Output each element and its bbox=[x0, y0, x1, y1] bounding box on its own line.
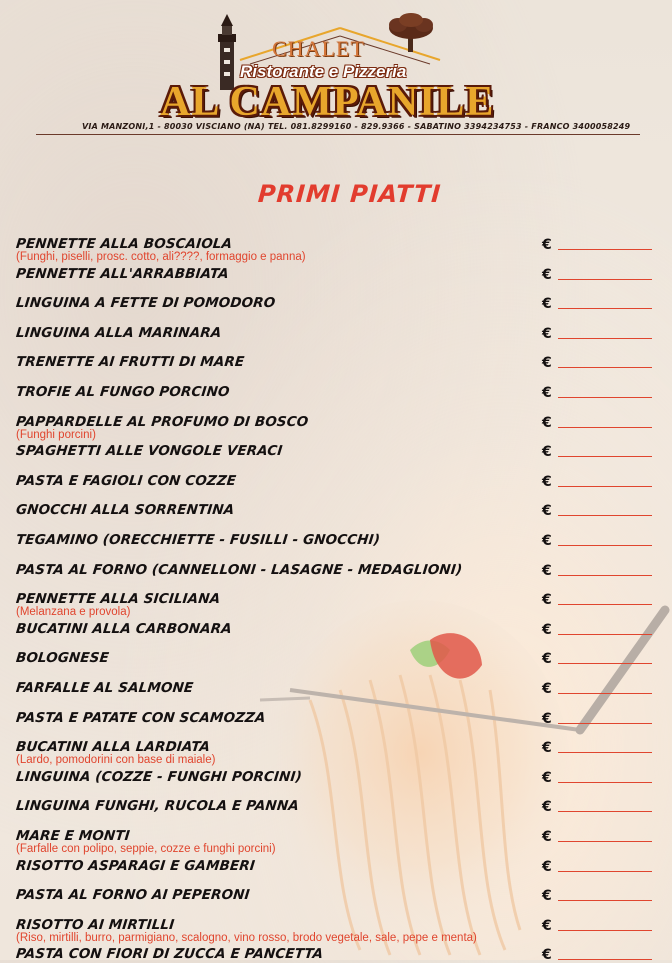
price-blank-line bbox=[558, 545, 652, 546]
dish-name: RISOTTO ASPARAGI E GAMBERI bbox=[15, 857, 256, 874]
dish-name: TRENETTE AI FRUTTI DI MARE bbox=[15, 354, 246, 371]
dish-name: RISOTTO AI MIRTILLI bbox=[15, 916, 176, 933]
restaurant-subtitle: Ristorante e Pizzeria bbox=[240, 62, 407, 81]
euro-sign: € bbox=[542, 533, 552, 549]
dish-name: PENNETTE ALLA BOSCAIOLA bbox=[15, 236, 233, 252]
dish-name: PASTA AL FORNO AI PEPERONI bbox=[15, 887, 251, 904]
dish-name: PAPPARDELLE AL PROFUMO DI BOSCO bbox=[15, 413, 310, 430]
euro-sign: € bbox=[542, 740, 552, 757]
section-title: PRIMI PIATTI bbox=[257, 180, 443, 208]
euro-sign: € bbox=[542, 651, 552, 668]
euro-sign: € bbox=[542, 503, 552, 520]
price-blank-line bbox=[558, 456, 652, 457]
dish-description: (Melanzana e provola) bbox=[16, 606, 131, 619]
dish-name: BUCATINI ALLA LARDIATA bbox=[15, 739, 211, 756]
dish-name: TROFIE AL FUNGO PORCINO bbox=[15, 384, 231, 400]
price-blank-line bbox=[558, 604, 652, 605]
euro-sign: € bbox=[542, 681, 552, 697]
euro-sign: € bbox=[542, 888, 552, 905]
price-blank-line bbox=[558, 575, 652, 576]
dish-description: (Funghi porcini) bbox=[16, 428, 96, 441]
euro-sign: € bbox=[542, 858, 552, 875]
dish-description: (Riso, mirtilli, burro, parmigiano, scalogno, vino rosso, brodo vegetale, sale, pepe e menta) bbox=[16, 931, 477, 944]
dish-description: (Lardo, pomodorini con base di maiale) bbox=[16, 754, 216, 767]
euro-sign: € bbox=[542, 296, 552, 313]
price-blank-line bbox=[558, 279, 652, 280]
euro-sign: € bbox=[542, 444, 552, 461]
dish-name: PASTA AL FORNO (CANNELLONI - LASAGNE - MEDAGLIONI) bbox=[15, 561, 463, 578]
dish-name: BUCATINI ALLA CARBONARA bbox=[15, 620, 233, 637]
euro-sign: € bbox=[542, 237, 552, 253]
euro-sign: € bbox=[542, 621, 552, 638]
restaurant-name: AL CAMPANILE bbox=[160, 79, 495, 125]
euro-sign: € bbox=[542, 592, 552, 609]
dish-name: LINGUINA FUNGHI, RUCOLA E PANNA bbox=[15, 798, 300, 815]
dish-name: PASTA E FAGIOLI CON COZZE bbox=[15, 472, 237, 489]
dish-name: FARFALLE AL SALMONE bbox=[15, 680, 195, 696]
price-blank-line bbox=[558, 900, 652, 901]
euro-sign: € bbox=[542, 917, 552, 934]
price-blank-line bbox=[558, 871, 652, 872]
dish-name: PASTA CON FIORI DI ZUCCA E PANCETTA bbox=[15, 946, 324, 963]
dish-name: PENNETTE ALLA SICILIANA bbox=[15, 591, 222, 608]
address-line: VIA MANZONI,1 - 80030 VISCIANO (NA) TEL. 081.8299160 - 829.9366 - SABATINO 3394234753 - FRANCO 3400058249 bbox=[82, 122, 631, 131]
dish-description: (Funghi, piselli, prosc. cotto, ali????, formaggio e panna) bbox=[16, 251, 306, 263]
euro-sign: € bbox=[542, 769, 552, 786]
price-blank-line bbox=[558, 693, 652, 694]
price-blank-line bbox=[558, 338, 652, 339]
price-blank-line bbox=[558, 841, 652, 842]
euro-sign: € bbox=[542, 947, 552, 963]
price-blank-line bbox=[558, 723, 652, 724]
chalet-label: CHALET bbox=[272, 36, 365, 61]
dish-name: SPAGHETTI ALLE VONGOLE VERACI bbox=[15, 443, 284, 460]
euro-sign: € bbox=[542, 562, 552, 579]
euro-sign: € bbox=[542, 266, 552, 283]
price-blank-line bbox=[558, 427, 652, 428]
dish-name: TEGAMINO (ORECCHIETTE - FUSILLI - GNOCCHI) bbox=[15, 532, 381, 548]
euro-sign: € bbox=[542, 385, 552, 401]
price-blank-line bbox=[558, 811, 652, 812]
dish-description: (Farfalle con polipo, seppie, cozze e funghi porcini) bbox=[16, 843, 276, 855]
euro-sign: € bbox=[542, 799, 552, 816]
euro-sign: € bbox=[542, 325, 552, 342]
dish-name: PASTA E PATATE CON SCAMOZZA bbox=[15, 709, 267, 726]
price-blank-line bbox=[558, 249, 652, 250]
euro-sign: € bbox=[542, 710, 552, 727]
price-blank-line bbox=[558, 308, 652, 309]
dish-name: MARE E MONTI bbox=[15, 828, 131, 844]
price-blank-line bbox=[558, 367, 652, 368]
dish-name: BOLOGNESE bbox=[15, 650, 110, 667]
euro-sign: € bbox=[542, 414, 552, 431]
dish-name: LINGUINA ALLA MARINARA bbox=[15, 324, 223, 341]
euro-sign: € bbox=[542, 829, 552, 845]
price-blank-line bbox=[558, 752, 652, 753]
dish-name: PENNETTE ALL'ARRABBIATA bbox=[15, 265, 230, 282]
dish-name: GNOCCHI ALLA SORRENTINA bbox=[15, 502, 236, 519]
price-blank-line bbox=[558, 930, 652, 931]
price-blank-line bbox=[558, 634, 652, 635]
euro-sign: € bbox=[542, 473, 552, 490]
price-blank-line bbox=[558, 397, 652, 398]
dish-name: LINGUINA (COZZE - FUNGHI PORCINI) bbox=[15, 768, 303, 785]
price-blank-line bbox=[558, 663, 652, 664]
price-blank-line bbox=[558, 782, 652, 783]
price-blank-line bbox=[558, 515, 652, 516]
dish-name: LINGUINA A FETTE DI POMODORO bbox=[15, 295, 277, 312]
euro-sign: € bbox=[542, 355, 552, 372]
price-blank-line bbox=[558, 486, 652, 487]
